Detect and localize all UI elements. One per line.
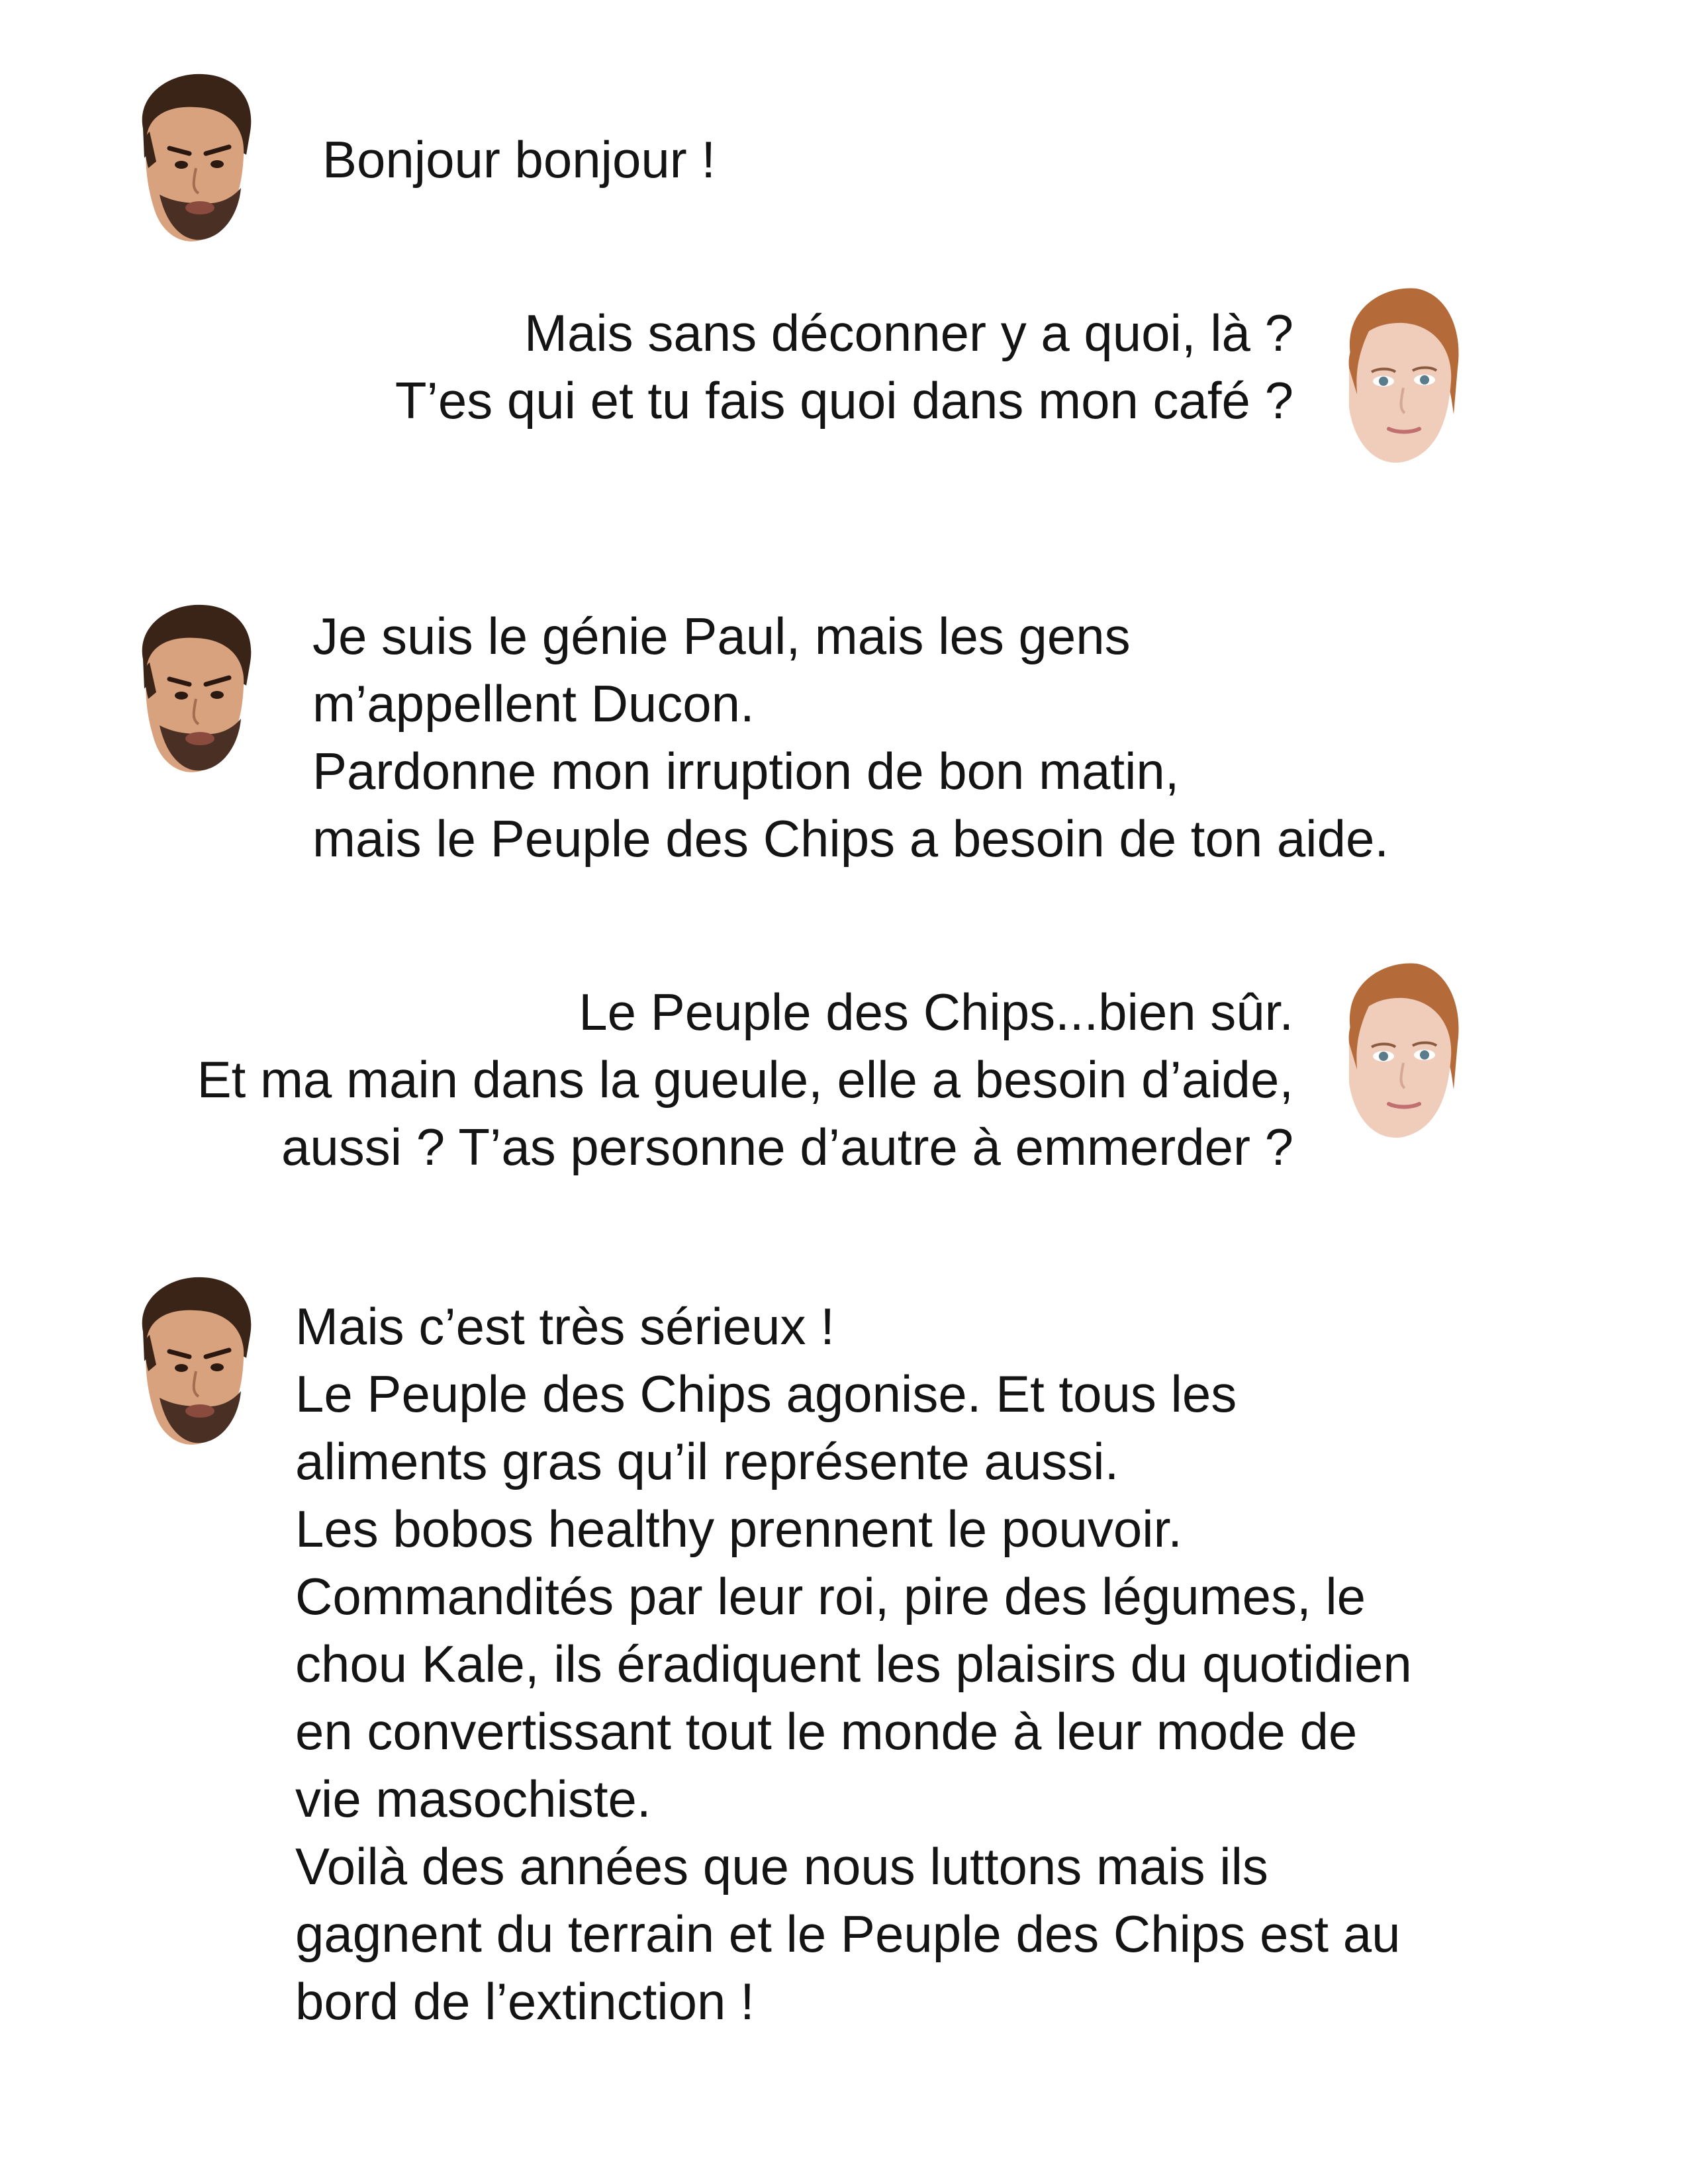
paul-line-8: aliments gras qu’il représente aussi. (295, 1432, 1119, 1490)
paul-line-16: bord de l’extinction ! (295, 1972, 755, 2030)
woman-face-icon (1331, 282, 1463, 465)
paul-line-9: Les bobos healthy prennent le pouvoir. (295, 1500, 1182, 1558)
woman-line-4: Et ma main dans la gueule, elle a besoin d’aide, (197, 1050, 1293, 1109)
woman-line-5: aussi ? T’as personne d’autre à emmerder ? (281, 1118, 1293, 1176)
woman-line-3: Le Peuple des Chips...bien sûr. (579, 983, 1293, 1041)
woman-face-avatar (1331, 282, 1463, 465)
paul-line-15: gagnent du terrain et le Peuple des Chips est au (295, 1905, 1401, 1963)
paul-line-2: Je suis le génie Paul, mais les gens (312, 607, 1131, 665)
paul-line-4: Pardonne mon irruption de bon matin, (312, 742, 1180, 800)
woman-face-icon (1331, 957, 1463, 1140)
paul-face-icon (130, 69, 256, 248)
paul-face-avatar (130, 600, 256, 778)
paul-face-icon (130, 1272, 256, 1451)
paul-line-6: Mais c’est très sérieux ! (295, 1297, 835, 1355)
paul-face-avatar (130, 69, 256, 248)
paul-line-11: chou Kale, ils éradiquent les plaisirs du quotidien (295, 1635, 1412, 1693)
woman-line-2: T’es qui et tu fais quoi dans mon café ? (395, 371, 1293, 430)
paul-line-13: vie masochiste. (295, 1770, 651, 1828)
paul-face-icon (130, 600, 256, 778)
paul-line-1: Bonjour bonjour ! (322, 130, 716, 189)
paul-line-5: mais le Peuple des Chips a besoin de ton aide. (312, 809, 1389, 868)
paul-line-12: en convertissant tout le monde à leur mode de (295, 1702, 1358, 1760)
paul-line-3: m’appellent Ducon. (312, 674, 755, 733)
paul-line-10: Commandités par leur roi, pire des légumes, le (295, 1567, 1366, 1625)
paul-face-avatar (130, 1272, 256, 1451)
woman-face-avatar (1331, 957, 1463, 1140)
paul-line-14: Voilà des années que nous luttons mais ils (295, 1837, 1268, 1895)
paul-line-7: Le Peuple des Chips agonise. Et tous les (295, 1365, 1237, 1423)
woman-line-1: Mais sans déconner y a quoi, là ? (524, 304, 1293, 362)
